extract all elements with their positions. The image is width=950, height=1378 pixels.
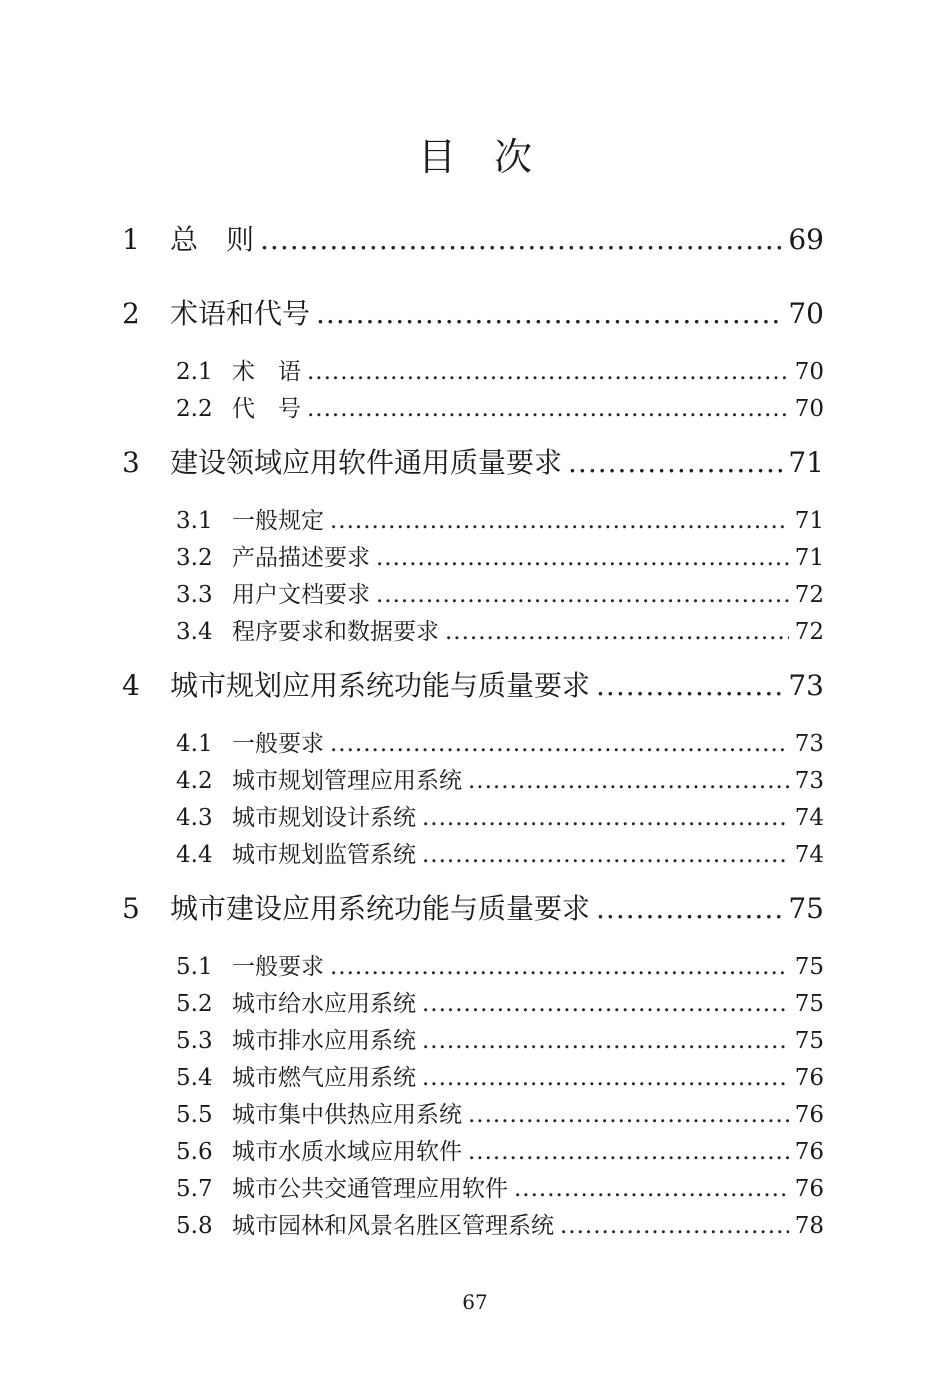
toc-page-number: 69 (788, 223, 824, 256)
toc-title: 城市燃气应用系统 (232, 1065, 416, 1091)
toc-title: 代 号 (232, 396, 301, 422)
toc-leader-dots (422, 1025, 789, 1057)
toc-page-number: 75 (788, 892, 824, 925)
toc-entry-4-3[interactable] (176, 802, 824, 834)
toc-leader-dots (330, 951, 789, 983)
toc-number: 4.3 (176, 805, 213, 831)
toc-leader-dots (330, 728, 789, 760)
toc-leader-dots (514, 1173, 789, 1205)
toc-entry-5-3[interactable] (176, 1025, 824, 1057)
toc-number: 5.6 (176, 1139, 213, 1165)
toc-entry-5-7[interactable] (176, 1173, 824, 1205)
toc-number: 5.2 (176, 991, 213, 1017)
toc-entry-4-1[interactable] (176, 728, 824, 760)
toc-number: 4.1 (176, 731, 213, 757)
toc-entry-5-6[interactable] (176, 1136, 824, 1168)
toc-leader-dots (260, 220, 782, 260)
toc-page-number: 75 (794, 991, 824, 1017)
toc-number: 5.1 (176, 954, 213, 980)
toc-entry-3-1[interactable] (176, 505, 824, 537)
toc-page-number: 70 (794, 396, 824, 422)
toc-leader-dots (330, 505, 789, 537)
toc-leader-dots (596, 666, 782, 706)
toc-title: 城市建设应用系统功能与质量要求 (170, 892, 591, 925)
toc-title: 一般要求 (232, 954, 324, 980)
toc-entry-4-2[interactable] (176, 765, 824, 797)
toc-page-number: 76 (794, 1102, 824, 1128)
toc-title: 城市园林和风景名胜区管理系统 (232, 1213, 554, 1239)
toc-page-number: 78 (794, 1213, 824, 1239)
toc-entry-3-2[interactable] (176, 542, 824, 574)
toc-title: 城市规划监管系统 (232, 842, 416, 868)
toc-title: 总 则 (170, 223, 255, 256)
toc-entry-5[interactable] (122, 889, 824, 929)
toc-page-number: 75 (794, 1028, 824, 1054)
toc-entry-2-2[interactable] (176, 393, 824, 425)
toc-page-number: 71 (788, 446, 824, 479)
toc-leader-dots (422, 802, 789, 834)
toc-leader-dots (307, 356, 789, 388)
toc-number: 3 (122, 446, 140, 479)
toc-title: 城市规划应用系统功能与质量要求 (170, 669, 591, 702)
toc-number: 4.4 (176, 842, 213, 868)
toc-page-number: 71 (794, 508, 824, 534)
toc-title: 城市水质水域应用软件 (232, 1139, 462, 1165)
toc-page-number: 73 (794, 731, 824, 757)
toc-number: 3.3 (176, 582, 213, 608)
toc-title: 术语和代号 (170, 297, 311, 330)
toc-number: 2.1 (176, 359, 213, 385)
toc-number: 1 (122, 223, 140, 256)
toc-page-number: 73 (788, 669, 824, 702)
toc-page-number: 72 (794, 619, 824, 645)
toc-number: 3.4 (176, 619, 213, 645)
toc-leader-dots (468, 1136, 789, 1168)
toc-leader-dots (445, 616, 789, 648)
toc-page-number: 71 (794, 545, 824, 571)
toc-page-number: 70 (794, 359, 824, 385)
toc-page-number: 75 (794, 954, 824, 980)
toc-page-number: 76 (794, 1065, 824, 1091)
toc-entry-5-2[interactable] (176, 988, 824, 1020)
toc-page-number: 70 (788, 297, 824, 330)
toc-title: 城市规划设计系统 (232, 805, 416, 831)
toc-number: 5.4 (176, 1065, 213, 1091)
toc-title: 城市公共交通管理应用软件 (232, 1176, 508, 1202)
toc-leader-dots (422, 1062, 789, 1094)
toc-number: 2 (122, 297, 140, 330)
toc-number: 3.2 (176, 545, 213, 571)
toc-page-number: 76 (794, 1176, 824, 1202)
toc-title: 一般规定 (232, 508, 324, 534)
toc-number: 5.8 (176, 1213, 213, 1239)
toc-leader-dots (560, 1210, 789, 1242)
toc-number: 5 (122, 892, 140, 925)
toc-leader-dots (596, 889, 782, 929)
toc-entry-5-1[interactable] (176, 951, 824, 983)
toc-page-number: 74 (794, 805, 824, 831)
toc-entry-1[interactable] (122, 220, 824, 260)
toc-page-number: 76 (794, 1139, 824, 1165)
toc-page-number: 72 (794, 582, 824, 608)
toc-entry-2-1[interactable] (176, 356, 824, 388)
toc-title: 城市排水应用系统 (232, 1028, 416, 1054)
toc-number: 5.5 (176, 1102, 213, 1128)
toc-leader-dots (422, 988, 789, 1020)
toc-entry-4-4[interactable] (176, 839, 824, 871)
toc-number: 3.1 (176, 508, 213, 534)
toc-title: 城市给水应用系统 (232, 991, 416, 1017)
toc-title: 程序要求和数据要求 (232, 619, 439, 645)
toc-leader-dots (376, 579, 789, 611)
toc-number: 4 (122, 669, 140, 702)
toc-number: 5.7 (176, 1176, 213, 1202)
toc-title: 城市规划管理应用系统 (232, 768, 462, 794)
toc-leader-dots (376, 542, 789, 574)
toc-title: 城市集中供热应用系统 (232, 1102, 462, 1128)
toc-entry-5-4[interactable] (176, 1062, 824, 1094)
page-number: 67 (462, 1290, 488, 1314)
toc-number: 2.2 (176, 396, 213, 422)
toc-leader-dots (422, 839, 789, 871)
toc-page-number: 73 (794, 768, 824, 794)
toc-leader-dots (468, 765, 789, 797)
toc-entry-2[interactable] (122, 294, 824, 334)
toc-page-number: 74 (794, 842, 824, 868)
toc-title: 建设领域应用软件通用质量要求 (170, 446, 563, 479)
toc-number: 5.3 (176, 1028, 213, 1054)
toc-entry-3-4[interactable] (176, 616, 824, 648)
toc-leader-dots (468, 1099, 789, 1131)
toc-leader-dots (568, 443, 782, 483)
toc-leader-dots (316, 294, 782, 334)
toc-title: 一般要求 (232, 731, 324, 757)
toc-title: 用户文档要求 (232, 582, 370, 608)
toc-entry-3-3[interactable] (176, 579, 824, 611)
toc-title: 术 语 (232, 359, 301, 385)
toc-entry-3[interactable] (122, 443, 824, 483)
toc-entry-5-5[interactable] (176, 1099, 824, 1131)
toc-entry-5-8[interactable] (176, 1210, 824, 1242)
toc-number: 4.2 (176, 768, 213, 794)
toc-leader-dots (307, 393, 789, 425)
toc-title: 产品描述要求 (232, 545, 370, 571)
toc-entry-4[interactable] (122, 666, 824, 706)
page-title: 目 次 (417, 135, 532, 179)
